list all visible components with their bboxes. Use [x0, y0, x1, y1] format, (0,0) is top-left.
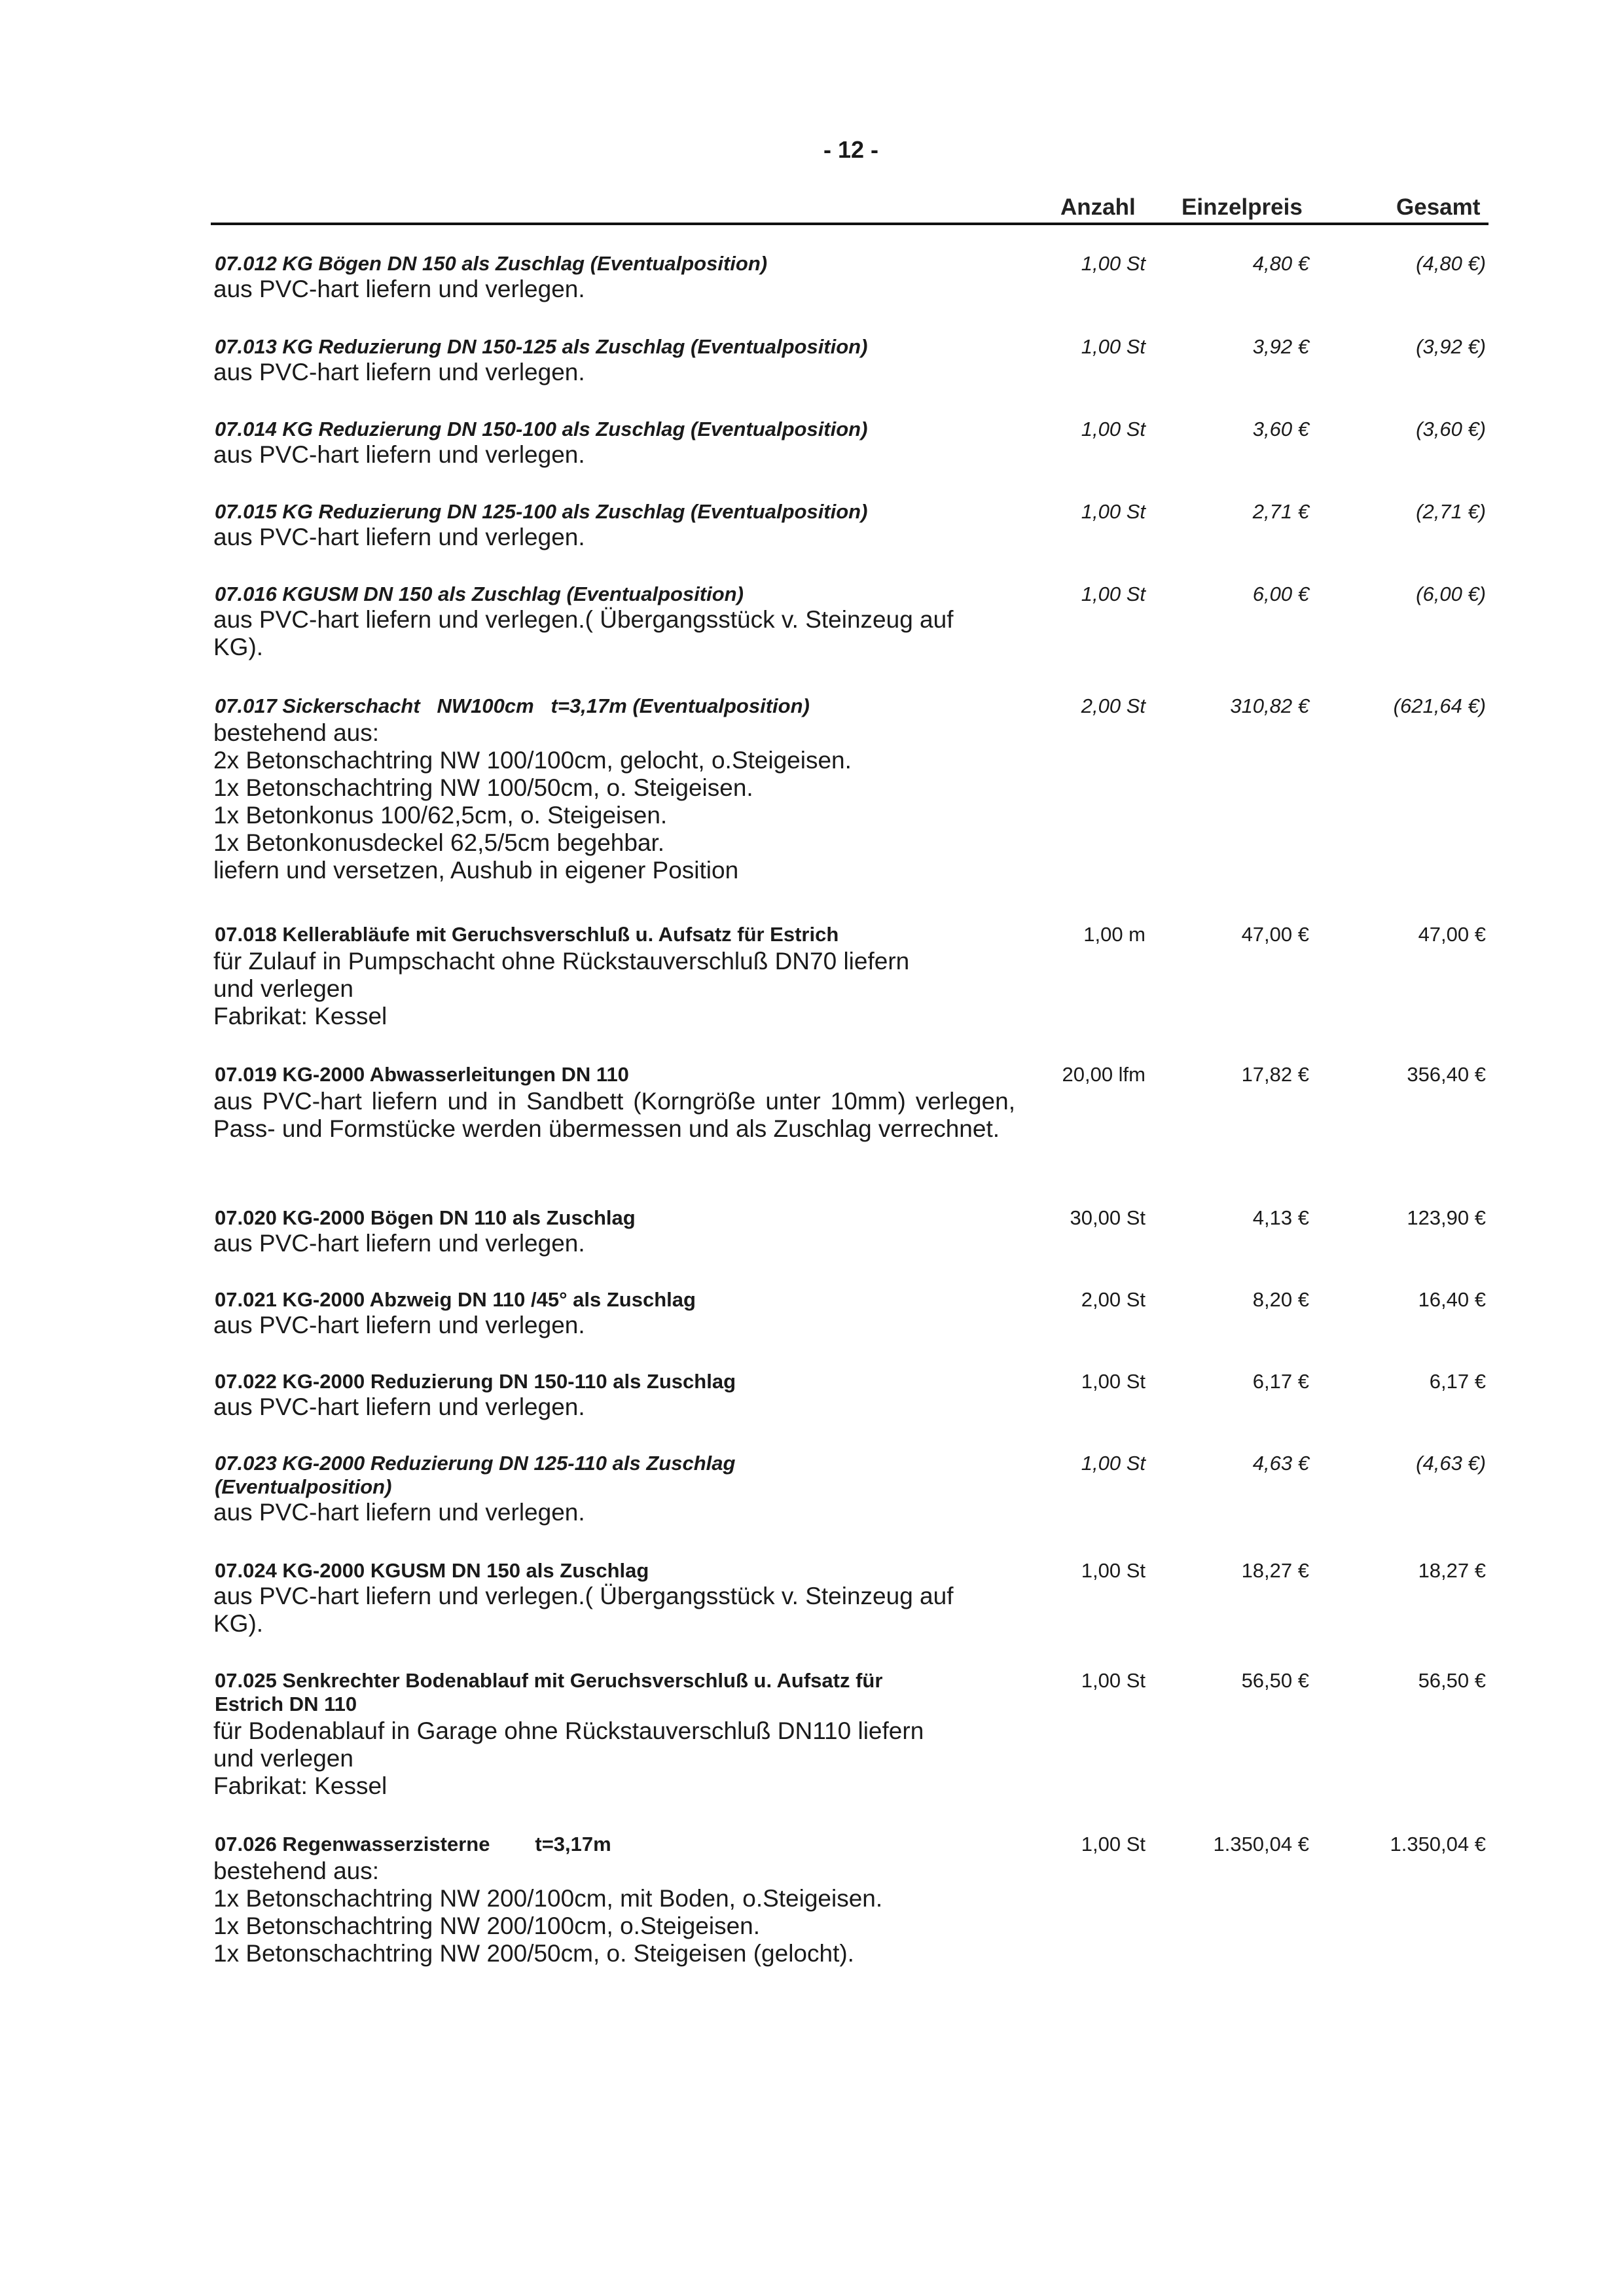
position-title: 07.022 KG-2000 Reduzierung DN 150-110 als Zuschlag: [215, 1370, 736, 1393]
position-einzelpreis: 56,50 €: [1241, 1669, 1309, 1692]
position-description: aus PVC-hart liefern und verlegen.: [213, 524, 585, 550]
position-gesamt: 18,27 €: [1418, 1559, 1486, 1582]
position-anzahl: 2,00 St: [1081, 1288, 1146, 1311]
position-anzahl: 1,00 St: [1081, 1669, 1146, 1692]
position-gesamt: 6,17 €: [1429, 1370, 1486, 1393]
position-gesamt: 356,40 €: [1407, 1063, 1486, 1086]
position-description: aus PVC-hart liefern und verlegen.: [213, 1393, 585, 1420]
position-gesamt: (6,00 €): [1416, 583, 1486, 605]
position-einzelpreis: 3,92 €: [1252, 335, 1309, 358]
position-title: 07.023 KG-2000 Reduzierung DN 125-110 als Zuschlag (Eventualposition): [215, 1452, 736, 1498]
column-header-anzahl: Anzahl: [1060, 194, 1136, 220]
position-description: bestehend aus: 1x Betonschachtring NW 200/100cm, mit Boden, o.Steigeisen. 1x Betonschachtring NW 200/100cm, o.Steigeisen. 1x Betonschachtring NW 200/50cm, o. Steigeisen (gelocht).: [213, 1857, 883, 1967]
position-anzahl: 30,00 St: [1070, 1206, 1146, 1229]
position-anzahl: 1,00 St: [1081, 583, 1146, 605]
position-einzelpreis: 8,20 €: [1252, 1288, 1309, 1311]
position-einzelpreis: 6,00 €: [1252, 583, 1309, 605]
position-description: aus PVC-hart liefern und verlegen.: [213, 441, 585, 468]
position-gesamt: (4,63 €): [1416, 1452, 1486, 1475]
position-anzahl: 1,00 m: [1083, 923, 1146, 946]
position-einzelpreis: 4,80 €: [1252, 252, 1309, 275]
position-gesamt: 16,40 €: [1418, 1288, 1486, 1311]
position-title: 07.025 Senkrechter Bodenablauf mit Geruchsverschluß u. Aufsatz für Estrich DN 110: [215, 1669, 883, 1715]
position-title: 07.015 KG Reduzierung DN 125-100 als Zuschlag (Eventualposition): [215, 500, 868, 523]
position-gesamt: 56,50 €: [1418, 1669, 1486, 1692]
position-anzahl: 2,00 St: [1081, 694, 1146, 717]
position-title: 07.026 Regenwasserzisterne t=3,17m: [215, 1833, 611, 1856]
position-einzelpreis: 2,71 €: [1252, 500, 1309, 523]
position-title: 07.024 KG-2000 KGUSM DN 150 als Zuschlag: [215, 1559, 649, 1582]
position-gesamt: (2,71 €): [1416, 500, 1486, 523]
position-gesamt: (3,60 €): [1416, 418, 1486, 440]
position-title: 07.016 KGUSM DN 150 als Zuschlag (Eventualposition): [215, 583, 744, 605]
position-description: für Bodenablauf in Garage ohne Rückstauverschluß DN110 liefern und verlegen Fabrikat: Kessel: [213, 1717, 924, 1799]
position-einzelpreis: 18,27 €: [1241, 1559, 1309, 1582]
position-description: aus PVC-hart liefern und verlegen.: [213, 1312, 585, 1338]
position-gesamt: 123,90 €: [1407, 1206, 1486, 1229]
position-anzahl: 20,00 lfm: [1062, 1063, 1146, 1086]
position-description: für Zulauf in Pumpschacht ohne Rückstauverschluß DN70 liefern und verlegen Fabrikat: Kessel: [213, 948, 910, 1030]
position-description: aus PVC-hart liefern und in Sandbett (Korngröße unter 10mm) verlegen, Pass- und Formstücke werden übermessen und als Zuschlag verrechnet.: [213, 1088, 1015, 1142]
position-description: aus PVC-hart liefern und verlegen.: [213, 276, 585, 302]
position-einzelpreis: 47,00 €: [1241, 923, 1309, 946]
position-einzelpreis: 6,17 €: [1252, 1370, 1309, 1393]
position-gesamt: 47,00 €: [1418, 923, 1486, 946]
position-description: aus PVC-hart liefern und verlegen.( Übergangsstück v. Steinzeug auf KG).: [213, 606, 954, 660]
header-rule: [211, 223, 1489, 225]
position-description: aus PVC-hart liefern und verlegen.( Übergangsstück v. Steinzeug auf KG).: [213, 1583, 954, 1637]
position-title: 07.019 KG-2000 Abwasserleitungen DN 110: [215, 1063, 629, 1086]
column-header-einzelpreis: Einzelpreis: [1182, 194, 1303, 220]
position-title: 07.012 KG Bögen DN 150 als Zuschlag (Eventualposition): [215, 252, 768, 275]
position-anzahl: 1,00 St: [1081, 1559, 1146, 1582]
position-title: 07.021 KG-2000 Abzweig DN 110 /45° als Zuschlag: [215, 1288, 696, 1311]
position-anzahl: 1,00 St: [1081, 500, 1146, 523]
position-einzelpreis: 310,82 €: [1230, 694, 1309, 717]
position-anzahl: 1,00 St: [1081, 1833, 1146, 1856]
position-einzelpreis: 3,60 €: [1252, 418, 1309, 440]
position-title: 07.018 Kellerabläufe mit Geruchsverschluß u. Aufsatz für Estrich: [215, 923, 839, 946]
position-description: aus PVC-hart liefern und verlegen.: [213, 359, 585, 386]
column-header-gesamt: Gesamt: [1396, 194, 1481, 220]
page-number: - 12 -: [823, 136, 879, 163]
position-gesamt: (4,80 €): [1416, 252, 1486, 275]
position-anzahl: 1,00 St: [1081, 1452, 1146, 1475]
position-anzahl: 1,00 St: [1081, 335, 1146, 358]
position-anzahl: 1,00 St: [1081, 252, 1146, 275]
position-description: bestehend aus: 2x Betonschachtring NW 100/100cm, gelocht, o.Steigeisen. 1x Betonschachtring NW 100/50cm, o. Steigeisen. 1x Betonkonus 100/62,5cm, o. Steigeisen. 1x Betonkonusdeckel 62,5/5cm begehbar. liefern und versetzen, Aushub in eigener Position: [213, 719, 852, 884]
position-gesamt: (3,92 €): [1416, 335, 1486, 358]
position-einzelpreis: 4,63 €: [1252, 1452, 1309, 1475]
position-description: aus PVC-hart liefern und verlegen.: [213, 1499, 585, 1526]
position-einzelpreis: 4,13 €: [1252, 1206, 1309, 1229]
position-einzelpreis: 17,82 €: [1241, 1063, 1309, 1086]
position-title: 07.014 KG Reduzierung DN 150-100 als Zuschlag (Eventualposition): [215, 418, 868, 440]
position-title: 07.017 Sickerschacht NW100cm t=3,17m (Eventualposition): [215, 694, 810, 717]
position-anzahl: 1,00 St: [1081, 1370, 1146, 1393]
position-title: 07.020 KG-2000 Bögen DN 110 als Zuschlag: [215, 1206, 636, 1229]
position-anzahl: 1,00 St: [1081, 418, 1146, 440]
position-gesamt: (621,64 €): [1393, 694, 1486, 717]
position-einzelpreis: 1.350,04 €: [1213, 1833, 1309, 1856]
position-title: 07.013 KG Reduzierung DN 150-125 als Zuschlag (Eventualposition): [215, 335, 868, 358]
position-description: aus PVC-hart liefern und verlegen.: [213, 1230, 585, 1257]
position-gesamt: 1.350,04 €: [1390, 1833, 1486, 1856]
